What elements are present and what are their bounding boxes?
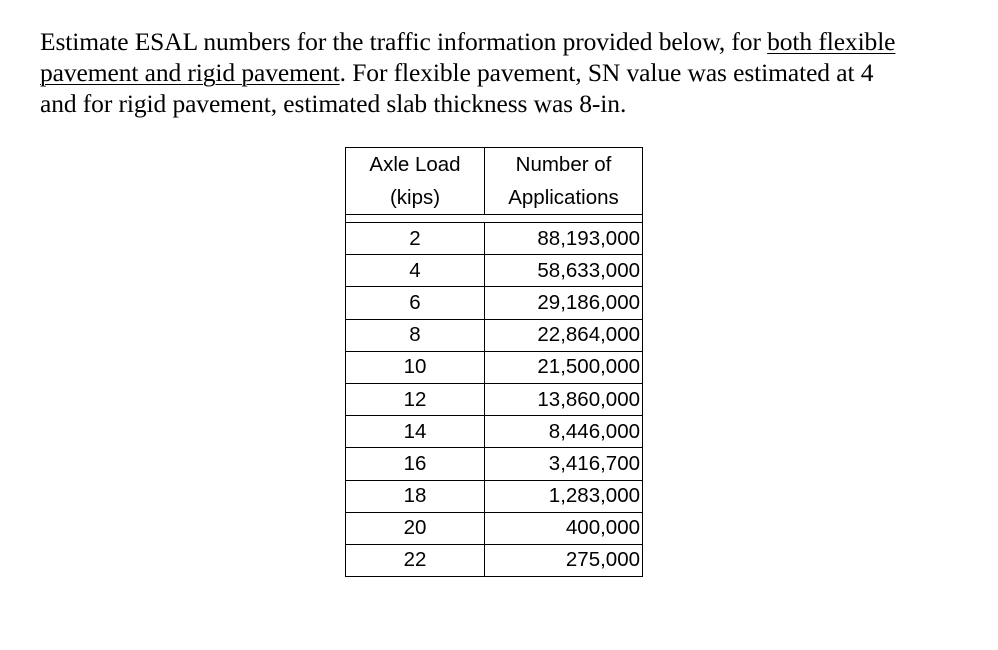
table-row [346,383,643,415]
axle-load-cell: 18 [346,480,485,512]
axle-load-cell: 6 [346,287,485,319]
problem-text-2: . For flexible pavement, SN value was estimated at 4 [339,58,874,87]
applications-cell: 13,860,000 [485,383,643,415]
table-row [346,512,643,544]
applications-cell: 58,633,000 [485,255,643,287]
axle-load-cell: 16 [346,448,485,480]
axle-load-cell: 12 [346,383,485,415]
axle-load-cell: 8 [346,319,485,351]
applications-cell: 275,000 [485,544,643,576]
applications-cell: 400,000 [485,512,643,544]
header-applications: Applications [485,181,643,215]
axle-load-cell: 22 [346,544,485,576]
problem-text-1: Estimate ESAL numbers for the traffic information provided below, for [40,27,768,56]
axle-load-table [345,147,643,577]
table-row [346,544,643,576]
axle-load-cell: 20 [346,512,485,544]
applications-cell: 8,446,000 [485,416,643,448]
table-row [346,448,643,480]
axle-load-cell: 4 [346,255,485,287]
problem-line-1 [40,26,960,57]
applications-cell: 29,186,000 [485,287,643,319]
table-row [346,416,643,448]
applications-cell: 1,283,000 [485,480,643,512]
header-number-of: Number of [485,148,643,182]
axle-load-cell: 10 [346,351,485,383]
applications-cell: 88,193,000 [485,223,643,255]
table-body [346,223,643,577]
table-row [346,255,643,287]
table-row [346,223,643,255]
table-row [346,319,643,351]
header-kips: (kips) [346,181,485,215]
problem-text-3: and for rigid pavement, estimated slab thickness was 8-in. [40,89,627,118]
header-axle-load: Axle Load [346,148,485,182]
problem-line-2 [40,57,960,88]
table-row [346,287,643,319]
underlined-phrase-1: both flexible [767,27,896,56]
applications-cell: 3,416,700 [485,448,643,480]
problem-statement [40,26,960,119]
problem-line-3 [40,88,960,119]
header-row-2 [346,181,643,215]
table-row [346,351,643,383]
axle-load-cell: 14 [346,416,485,448]
applications-cell: 21,500,000 [485,351,643,383]
header-row-1 [346,148,643,182]
axle-load-cell: 2 [346,223,485,255]
underlined-phrase-2: pavement and rigid pavement [40,58,340,87]
applications-cell: 22,864,000 [485,319,643,351]
header-divider [346,215,643,223]
table-row [346,480,643,512]
